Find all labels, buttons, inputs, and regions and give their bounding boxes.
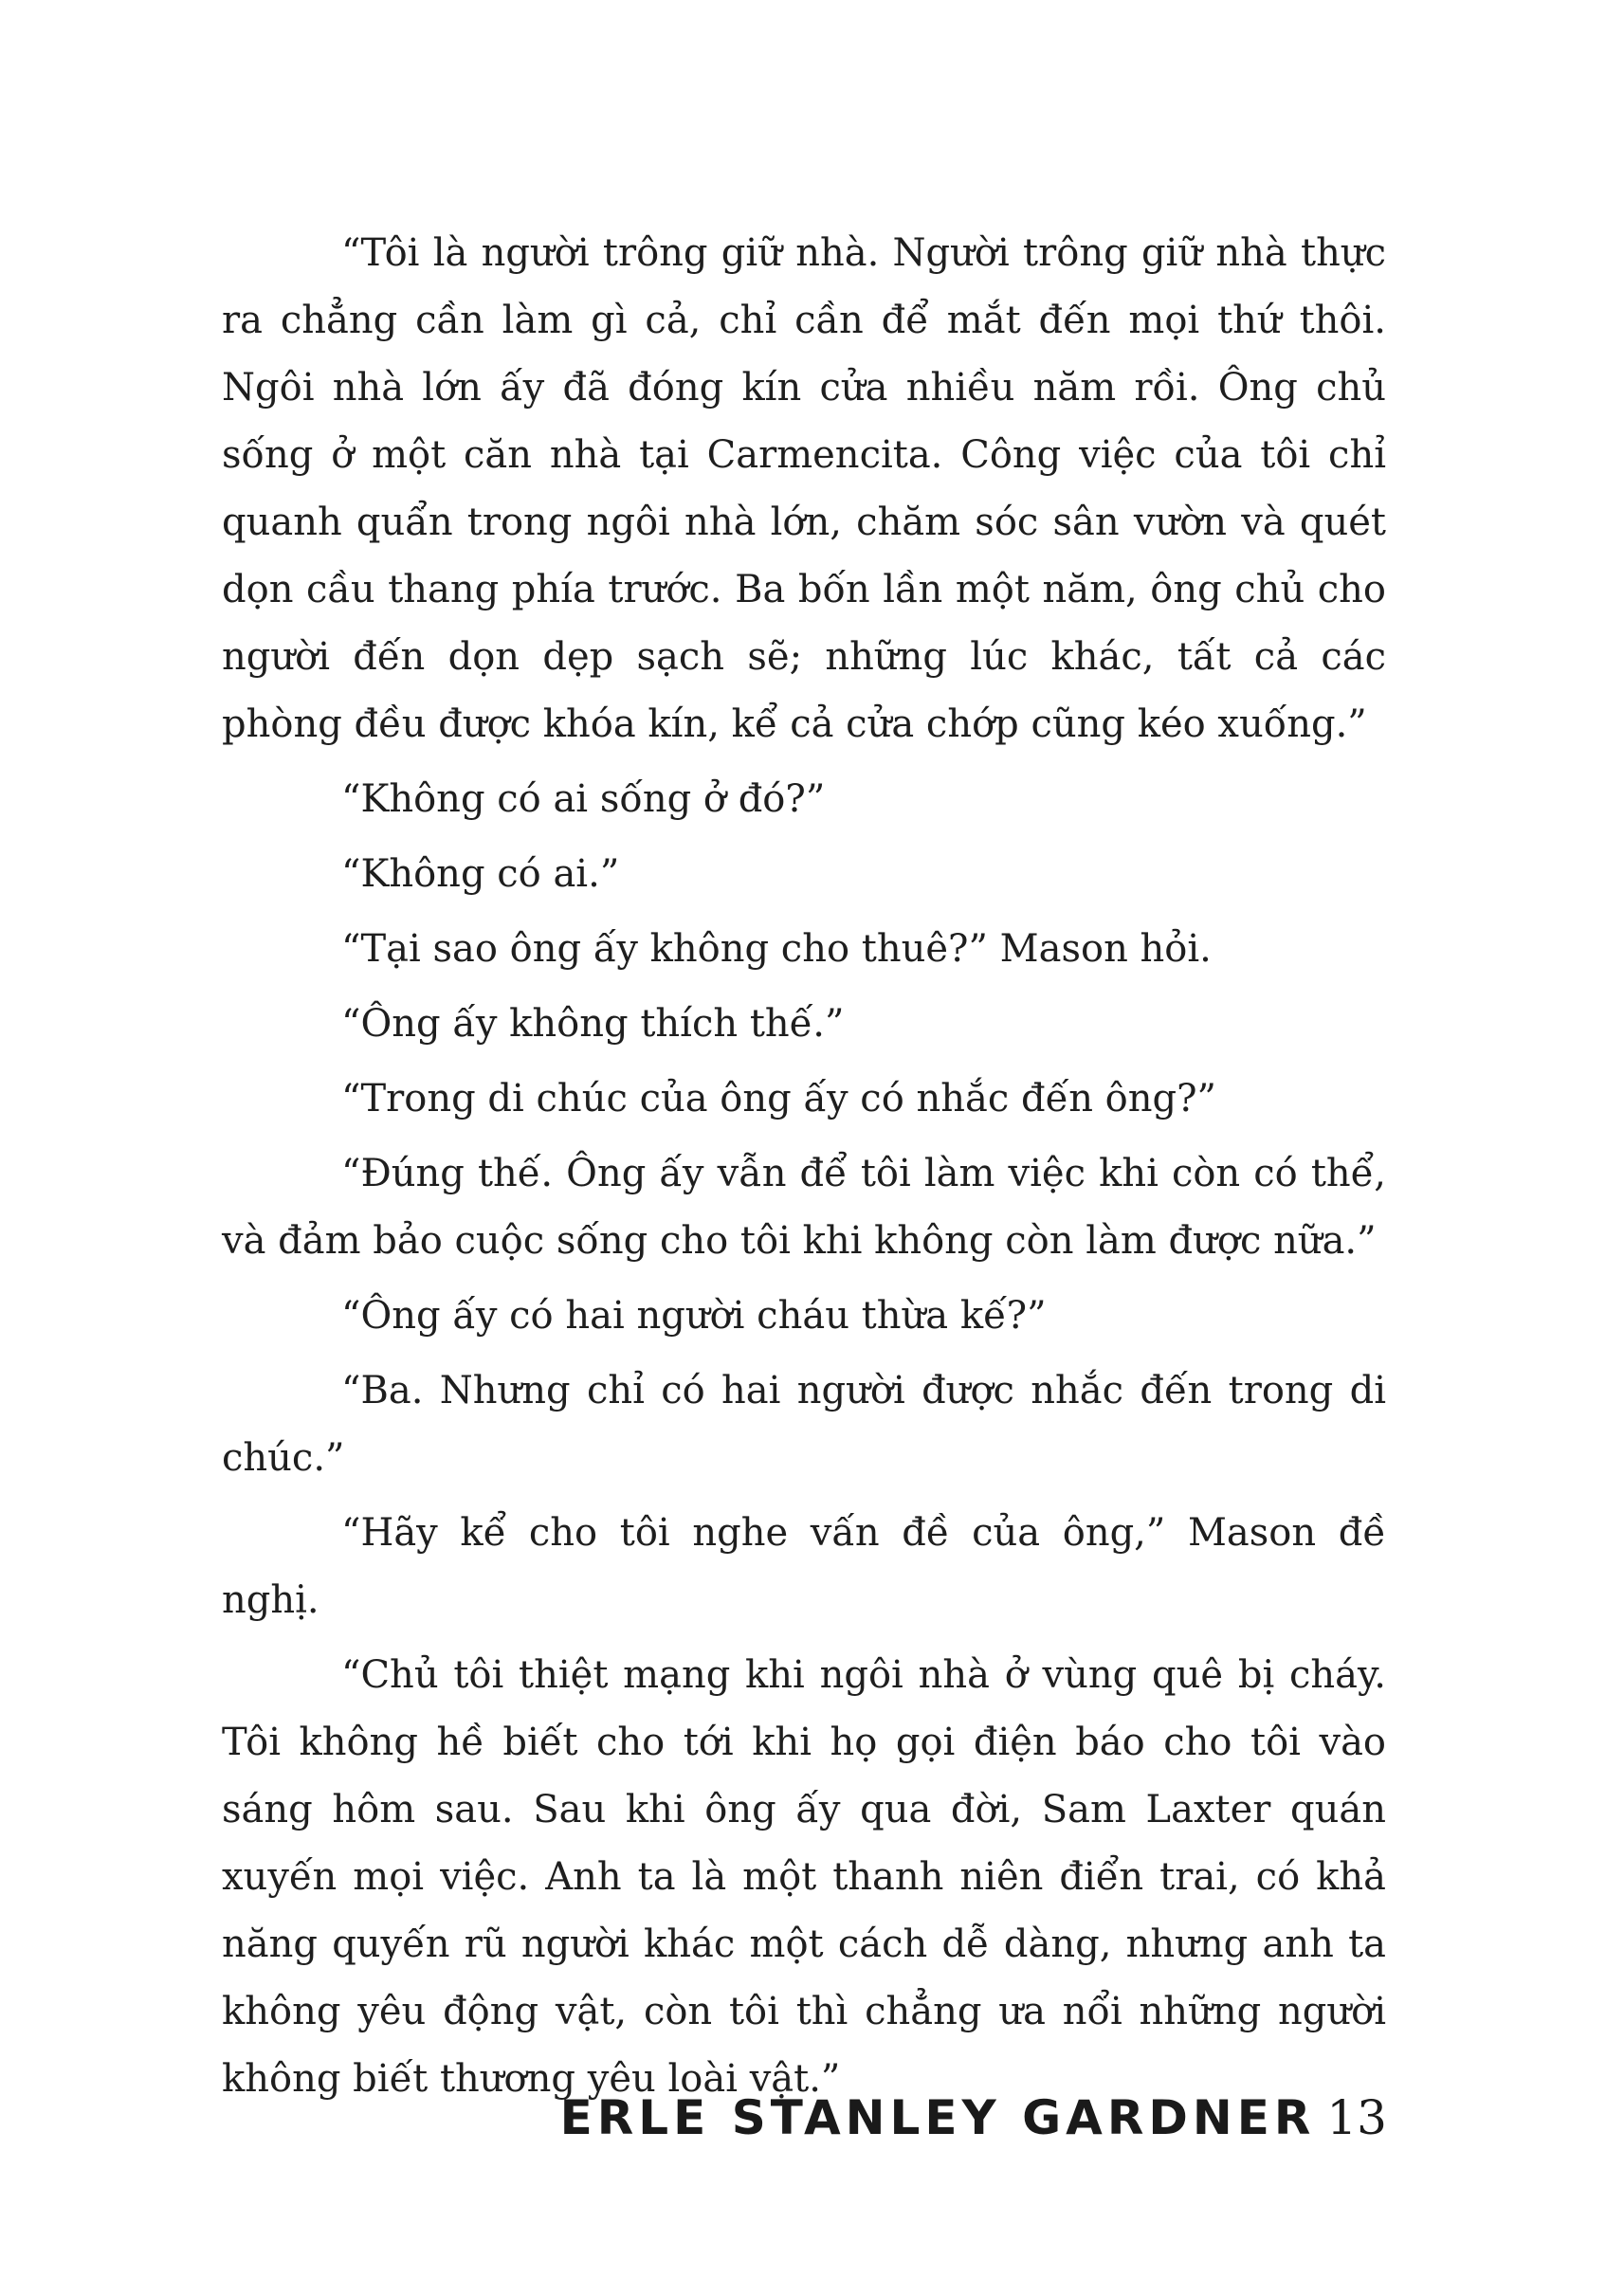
paragraph: “Không có ai.” (341, 852, 620, 896)
body-text (222, 220, 1386, 2121)
paragraph: “Ông ấy có hai người cháu thừa kế?” (341, 1294, 1047, 1338)
paragraph: “Đúng thế. Ông ấy vẫn để tôi làm việc khi còn có thể, và đảm bảo cuộc sống cho tôi khi không còn làm được nữa.” (222, 1152, 1386, 1263)
paragraph: “Hãy kể cho tôi nghe vấn đề của ông,” Mason đề nghị. (222, 1511, 1386, 1622)
paragraph: “Chủ tôi thiệt mạng khi ngôi nhà ở vùng quê bị cháy. Tôi không hề biết cho tới khi họ gọi điện báo cho tôi vào sáng hôm sau. Sau khi ông ấy qua đời, Sam Laxter quán xuyến mọi việc. Anh ta là một thanh niên điển trai, có khả năng quyến rũ người khác một cách dễ dàng, nhưng anh ta không yêu động vật, còn tôi thì chẳng ưa nổi những người không biết thương yêu loài vật.” (222, 1653, 1386, 2101)
paragraph: “Ông ấy không thích thế.” (341, 1002, 845, 1046)
paragraph: “Không có ai sống ở đó?” (341, 777, 826, 821)
paragraph: “Tại sao ông ấy không cho thuê?” Mason hỏi. (341, 927, 1212, 971)
page-number: 13 (1326, 2090, 1387, 2145)
paragraph: “Trong di chúc của ông ấy có nhắc đến ông?” (341, 1077, 1217, 1121)
paragraph: “Ba. Nhưng chỉ có hai người được nhắc đến trong di chúc.” (222, 1369, 1386, 1480)
running-footer (560, 2090, 1387, 2145)
footer-author: ERLE STANLEY GARDNER (559, 2090, 1316, 2145)
paragraph: “Tôi là người trông giữ nhà. Người trông giữ nhà thực ra chẳng cần làm gì cả, chỉ cần để mắt đến mọi thứ thôi. Ngôi nhà lớn ấy đã đóng kín cửa nhiều năm rồi. Ông chủ sống ở một căn nhà tại Carmencita. Công việc của tôi chỉ quanh quẩn trong ngôi nhà lớn, chăm sóc sân vườn và quét dọn cầu thang phía trước. Ba bốn lần một năm, ông chủ cho người đến dọn dẹp sạch sẽ; những lúc khác, tất cả các phòng đều được khóa kín, kể cả cửa chớp cũng kéo xuống.” (222, 231, 1386, 746)
